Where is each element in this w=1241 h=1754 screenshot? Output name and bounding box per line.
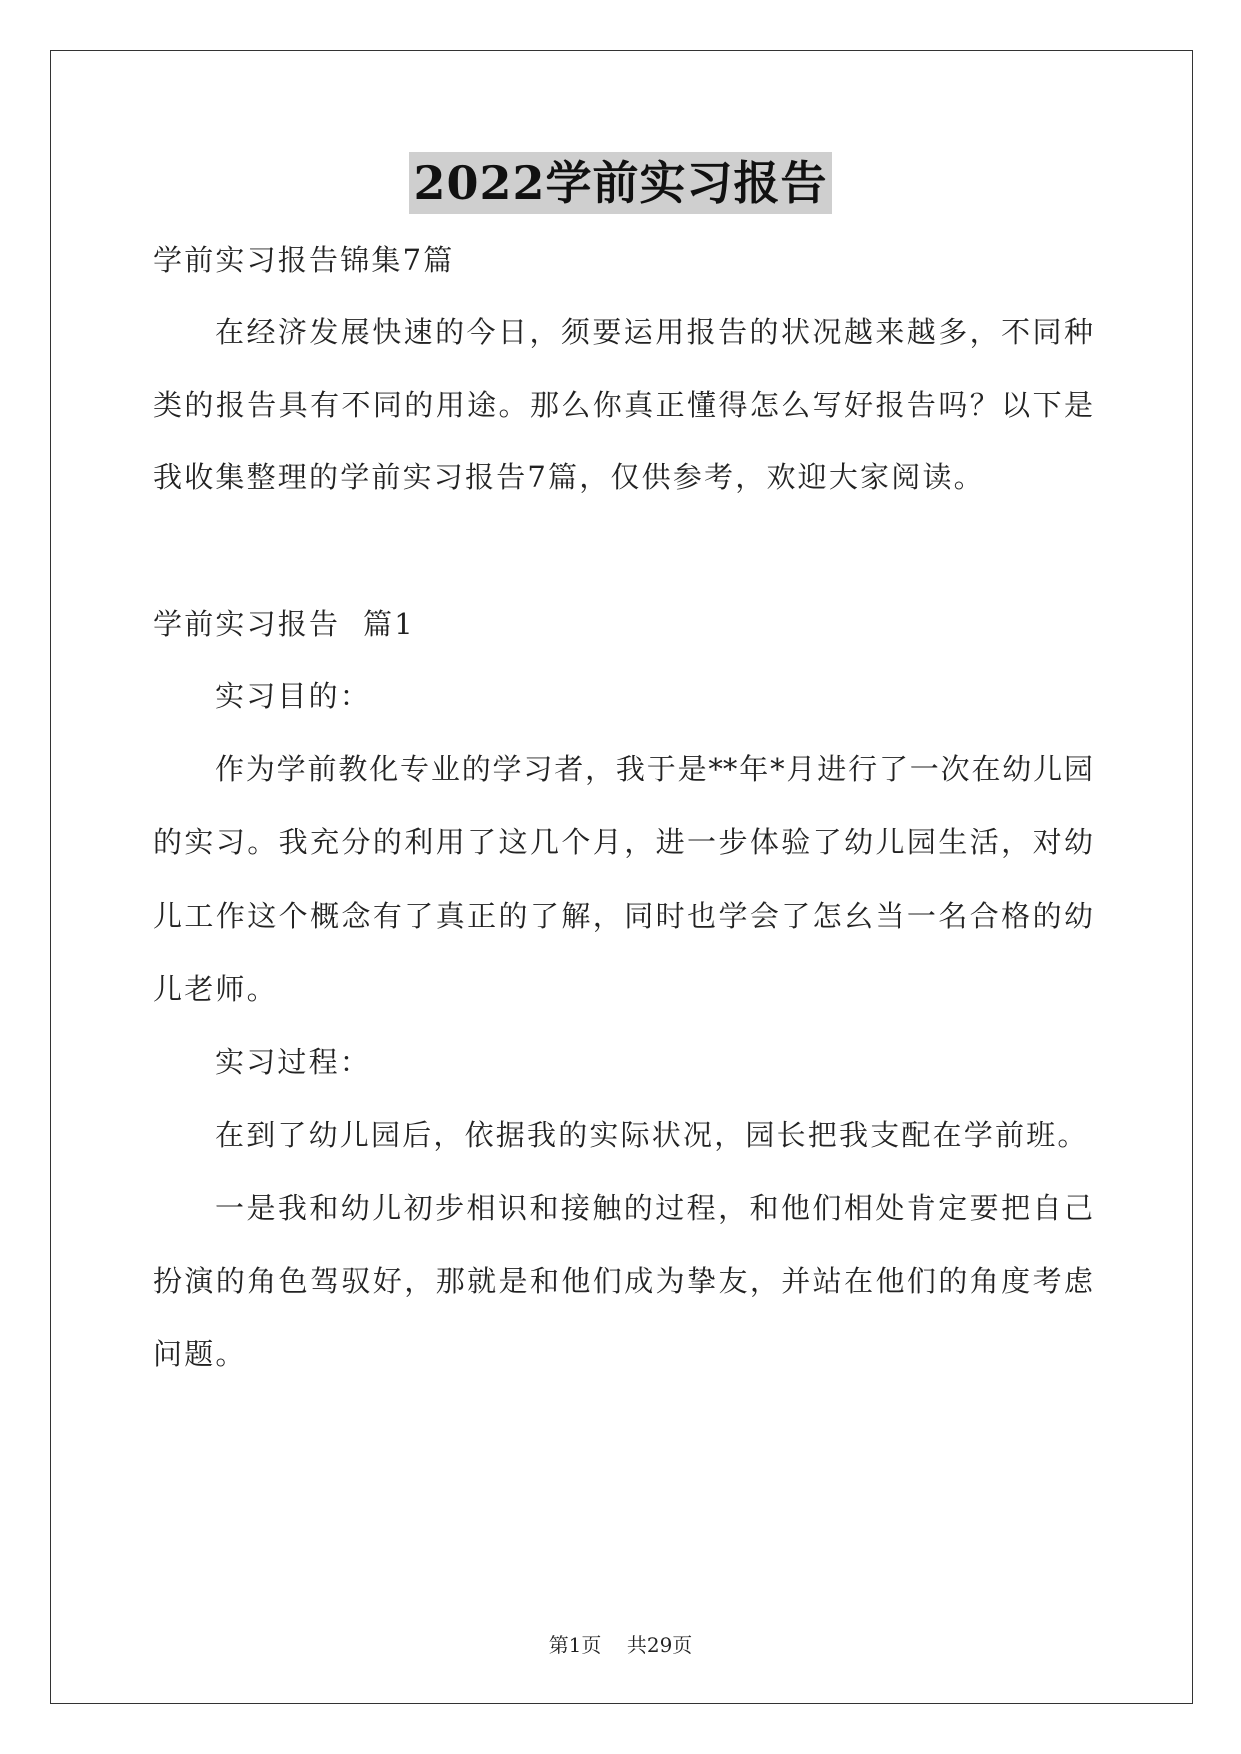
intro-line-2: 类的报告具有不同的用途。那么你真正懂得怎么写好报告吗？以下是 xyxy=(153,388,1093,422)
purpose-line-2: 的实习。我充分的利用了这几个月，进一步体验了幼儿园生活，对幼 xyxy=(153,825,1093,859)
process-line-4: 问题。 xyxy=(153,1337,247,1371)
process-line-1: 在到了幼儿园后，依据我的实际状况，园长把我支配在学前班。 xyxy=(215,1118,1089,1152)
page-number-footer: 第1页 共29页 xyxy=(548,1633,693,1657)
intro-line-3: 我收集整理的学前实习报告7篇，仅供参考，欢迎大家阅读。 xyxy=(153,460,985,494)
subtitle: 学前实习报告锦集7篇 xyxy=(153,243,455,277)
title-container xyxy=(0,152,1241,214)
intro-line-1: 在经济发展快速的今日，须要运用报告的状况越来越多，不同种 xyxy=(215,315,1093,349)
page-border xyxy=(50,50,1193,1704)
document-title: 2022学前实习报告 xyxy=(409,152,831,214)
purpose-line-4: 儿老师。 xyxy=(153,972,278,1006)
section-heading: 学前实习报告 篇1 xyxy=(153,607,415,641)
purpose-heading: 实习目的： xyxy=(215,679,372,713)
process-line-3: 扮演的角色驾驭好，那就是和他们成为挚友，并站在他们的角度考虑 xyxy=(153,1264,1093,1298)
purpose-line-1: 作为学前教化专业的学习者，我于是**年*月进行了一次在幼儿园 xyxy=(215,752,1093,786)
process-heading: 实习过程： xyxy=(215,1045,372,1079)
process-line-2: 一是我和幼儿初步相识和接触的过程，和他们相处肯定要把自己 xyxy=(215,1191,1093,1225)
purpose-line-3: 儿工作这个概念有了真正的了解，同时也学会了怎幺当一名合格的幼 xyxy=(153,899,1093,933)
